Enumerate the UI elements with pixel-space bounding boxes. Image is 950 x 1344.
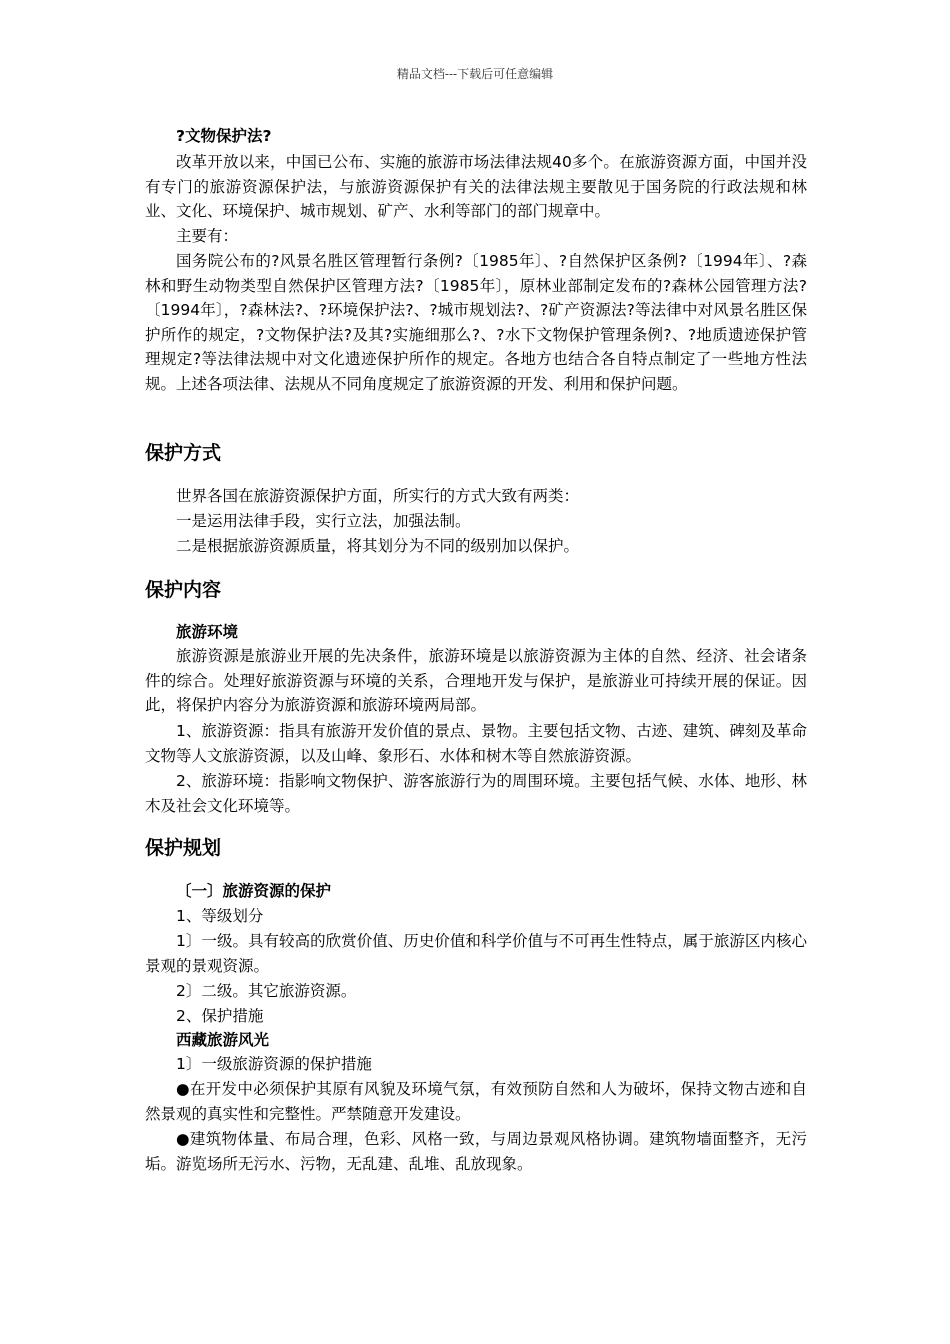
- page-header: 精品文档---下载后可任意编辑: [396, 67, 554, 81]
- heading-protection-methods: 保护方式: [145, 442, 222, 464]
- paragraph-bullet-preserve: ●在开发中必须保护其原有风貌及环境气氛，有效预防自然和人为破坏，保持文物古迹和自然景观的真实性和完整性。严禁随意开发建设。: [145, 1080, 807, 1123]
- paragraph-protection-measures: 2、保护措施: [176, 1007, 264, 1025]
- paragraph-grade-division: 1、等级划分: [176, 907, 264, 925]
- sub-heading-tourism-environment: 旅游环境: [176, 623, 239, 641]
- paragraph-bullet-buildings: ●建筑物体量、布局合理，色彩、风格一致，与周边景观风格协调。建筑物墙面整齐，无污垢。游览场所无污水、污物，无乱建、乱堆、乱放现象。: [145, 1130, 807, 1173]
- paragraph-main-list-label: 主要有：: [176, 227, 239, 245]
- sub-heading-heritage-law: ?文物保护法?: [176, 127, 272, 145]
- paragraph-tourism-resources: 1、旅游资源：指具有旅游开发价值的景点、景物。主要包括文物、古迹、建筑、碑刻及革命文物等人文旅游资源，以及山峰、象形石、水体和树木等自然旅游资源。: [145, 722, 807, 765]
- paragraph-methods-intro: 世界各国在旅游资源保护方面，所实行的方式大致有两类：: [176, 487, 580, 505]
- heading-protection-planning: 保护规划: [145, 837, 222, 859]
- sub-heading-tibet-scenery: 西藏旅游风光: [176, 1031, 270, 1049]
- sub-heading-resource-protection: 〔一〕旅游资源的保护: [176, 882, 332, 900]
- paragraph-grade-two: 2〕二级。其它旅游资源。: [176, 982, 357, 1000]
- paragraph-tourism-environment: 2、旅游环境：指影响文物保护、游客旅游行为的周围环境。主要包括气候、水体、地形、林木及社会文化环境等。: [145, 772, 807, 815]
- paragraph-method-two: 二是根据旅游资源质量，将其划分为不同的级别加以保护。: [176, 537, 580, 555]
- paragraph-law-list: 国务院公布的?风景名胜区管理暂行条例?〔1985年〕、?自然保护区条例?〔1994年〕、?森林和野生动物类型自然保护区管理方法?〔1985年〕，原林业部制定发布的?森林公园管理方法?〔1994年〕，?森林法?、?环境保护法?、?城市规划法?、?矿产资源法?等法律中对风景名胜区保护所作的规定，?文物保护法?及其?实施细那么?、?水下文物保护管理条例?、?地质遗迹保护管理规定?等法律法规中对文化遗迹保护所作的规定。各地方也结合各自特点制定了一些地方性法规。上述各项法律、法规从不同角度规定了旅游资源的开发、利用和保护问题。: [145, 252, 807, 393]
- paragraph-laws-intro: 改革开放以来，中国已公布、实施的旅游市场法律法规40多个。在旅游资源方面，中国并没有专门的旅游资源保护法，与旅游资源保护有关的法律法规主要散见于国务院的行政法规和林业、文化、环境保护、城市规划、矿产、水利等部门的部门规章中。: [145, 153, 807, 221]
- paragraph-grade-one-measures: 1〕一级旅游资源的保护措施: [176, 1055, 372, 1073]
- paragraph-grade-one: 1〕一级。具有较高的欣赏价值、历史价值和科学价值与不可再生性特点，属于旅游区内核心景观的景观资源。: [145, 932, 807, 975]
- paragraph-environment-intro: 旅游资源是旅游业开展的先决条件，旅游环境是以旅游资源为主体的自然、经济、社会诸条件的综合。处理好旅游资源与环境的关系，合理地开发与保护，是旅游业可持续开展的保证。因此，将保护内容分为旅游资源和旅游环境两局部。: [145, 647, 807, 715]
- heading-protection-content: 保护内容: [145, 579, 222, 601]
- paragraph-method-one: 一是运用法律手段，实行立法，加强法制。: [176, 512, 471, 530]
